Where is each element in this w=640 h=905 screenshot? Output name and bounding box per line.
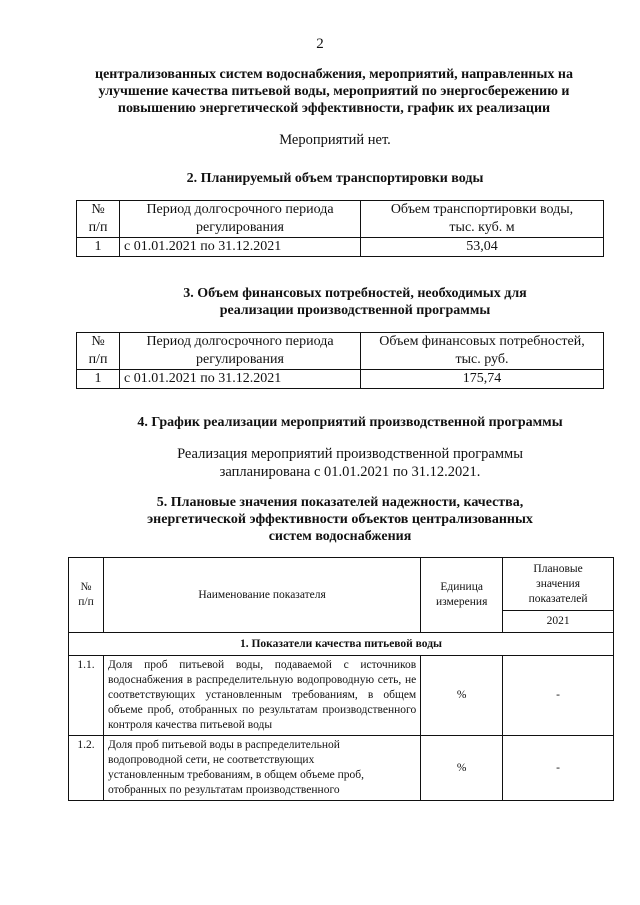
table-row xyxy=(77,238,604,257)
header-value: Объем транспортировки воды, тыс. куб. м xyxy=(361,201,604,238)
header-plan: Плановые значения показателей xyxy=(503,558,614,611)
intro-heading xyxy=(60,66,608,117)
header-period: Период долгосрочного периода регулирования xyxy=(120,201,361,238)
indicators-table xyxy=(68,557,614,801)
transport-volume-table xyxy=(76,200,604,257)
row-unit: % xyxy=(421,656,503,736)
table-row xyxy=(69,656,614,736)
intro-heading-line-2: улучшение качества питьевой воды, мероприятий по энергосбережению и xyxy=(98,84,570,99)
table-row xyxy=(77,370,604,389)
row-num: 1 xyxy=(77,370,120,389)
section-2-title: 2. Планируемый объем транспортировки воды xyxy=(186,171,484,186)
header-year: 2021 xyxy=(503,611,614,633)
header-num: № п/п xyxy=(69,558,104,633)
table-header-row xyxy=(69,558,614,611)
header-num: № п/п xyxy=(77,201,120,238)
header-period: Период долгосрочного периода регулирования xyxy=(120,333,361,370)
row-num: 1 xyxy=(77,238,120,257)
header-num: № п/п xyxy=(77,333,120,370)
table-header-row xyxy=(77,201,604,238)
section-3-title: 3. Объем финансовых потребностей, необходимых для реализации производственной программы xyxy=(183,286,527,318)
row-value: - xyxy=(503,656,614,736)
row-value: 175,74 xyxy=(361,370,604,389)
row-value: - xyxy=(503,736,614,801)
row-period: с 01.01.2021 по 31.12.2021 xyxy=(120,370,361,389)
group-title: 1. Показатели качества питьевой воды xyxy=(69,633,614,656)
header-unit: Единица измерения xyxy=(421,558,503,633)
row-num: 1.1. xyxy=(69,656,104,736)
section-5-title: 5. Плановые значения показателей надежности, качества, энергетической эффективности объектов централизованных систем водоснабжения xyxy=(147,495,533,544)
row-value: 53,04 xyxy=(361,238,604,257)
intro-heading-line-1: централизованных систем водоснабжения, мероприятий, направленных на xyxy=(95,67,573,82)
section-4-text: Реализация мероприятий производственной программы запланирована с 01.01.2021 по 31.12.2021. xyxy=(177,446,523,480)
row-unit: % xyxy=(421,736,503,801)
row-name: Доля проб питьевой воды, подаваемой с источников водоснабжения в распределительную водопроводную сеть, не соответствующих установленным требованиям, в общем объеме проб, отобранных по результатам производственного контроля качества питьевой воды xyxy=(103,656,420,736)
intro-heading-line-3: повышению энергетической эффективности, график их реализации xyxy=(117,101,551,116)
no-measures-text: Мероприятий нет. xyxy=(279,132,391,148)
table-row xyxy=(69,736,614,801)
page-number: 2 xyxy=(316,36,324,52)
header-name: Наименование показателя xyxy=(103,558,420,633)
row-period: с 01.01.2021 по 31.12.2021 xyxy=(120,238,361,257)
table-header-row xyxy=(77,333,604,370)
header-value: Объем финансовых потребностей, тыс. руб. xyxy=(361,333,604,370)
row-name: Доля проб питьевой воды в распределительной водопроводной сети, не соответствующих установленным требованиям, в общем объеме проб, отобранных по результатам производственного xyxy=(103,736,420,801)
section-4-title: 4. График реализации мероприятий производственной программы xyxy=(137,415,563,430)
group-row xyxy=(69,633,614,656)
row-num: 1.2. xyxy=(69,736,104,801)
financial-needs-table xyxy=(76,332,604,389)
